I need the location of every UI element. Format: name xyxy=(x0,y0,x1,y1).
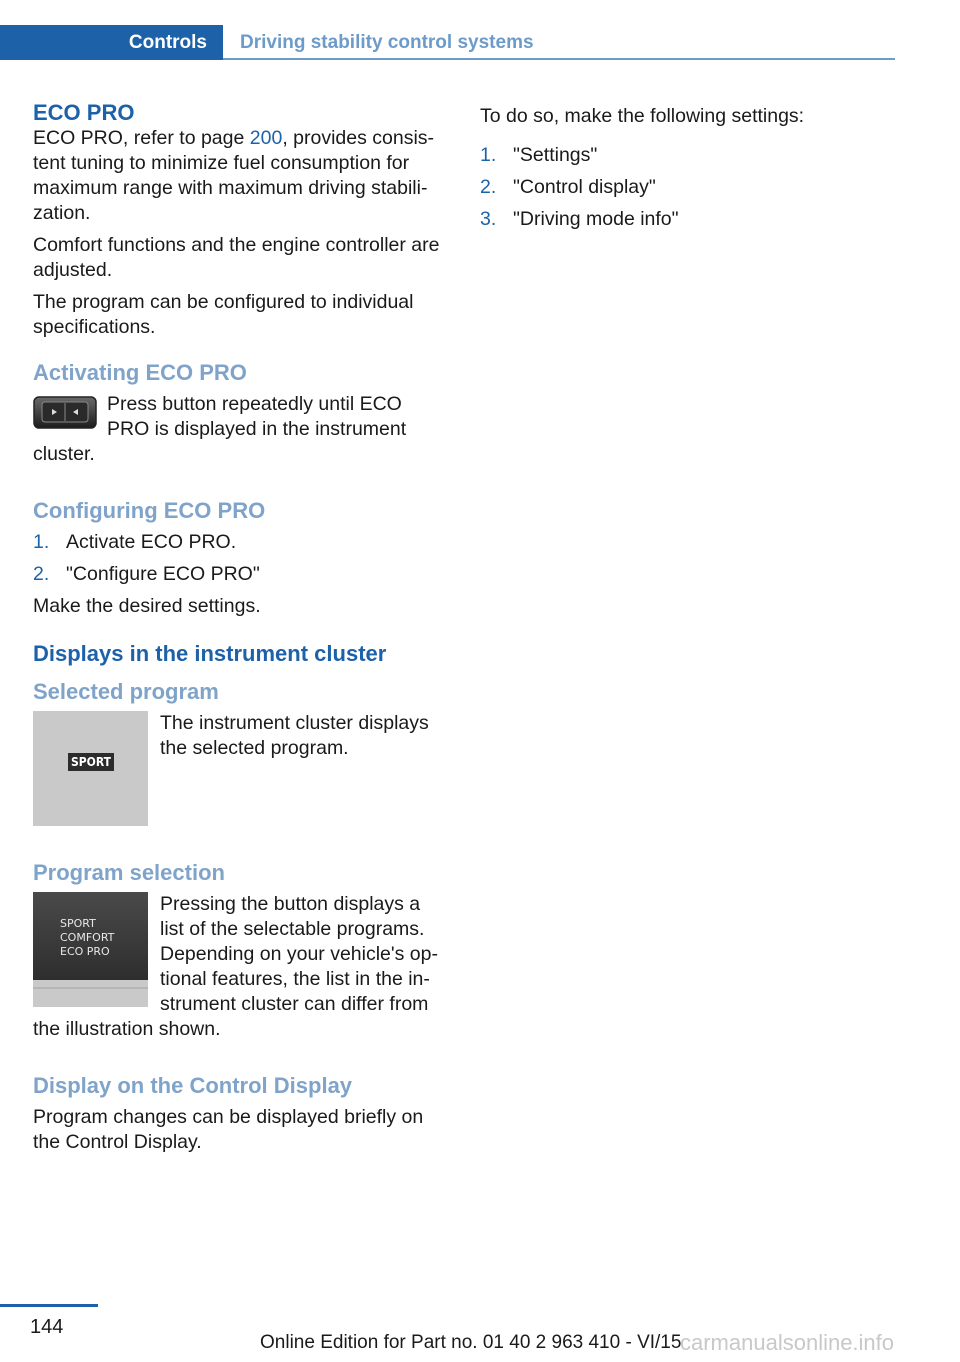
edition-note: Online Edition for Part no. 01 40 2 963 410 - VI/15 xyxy=(260,1332,682,1353)
right-column xyxy=(480,104,900,239)
configuring-steps xyxy=(33,530,448,587)
intro-text-continued: , provides consis-tent tuning to minimize fuel consumption for maximum range with maximum driving stabili-zation. xyxy=(33,127,435,224)
list-item xyxy=(33,562,448,587)
page-link[interactable]: 200 xyxy=(249,127,283,149)
activating-heading: Activating ECO PRO xyxy=(33,360,247,385)
header-rule xyxy=(223,58,895,60)
step-text: "Settings" xyxy=(513,144,598,166)
control-display-heading: Display on the Control Display xyxy=(33,1073,353,1098)
step-number: 2. xyxy=(480,176,497,198)
configuring-heading: Configuring ECO PRO xyxy=(33,498,266,523)
config-paragraph: The program can be configured to individual specifications. xyxy=(33,291,414,338)
list-item xyxy=(480,207,900,232)
page-number: 144 xyxy=(30,1316,64,1338)
intro-text: ECO PRO, refer to page xyxy=(33,127,250,149)
settings-steps xyxy=(480,143,900,232)
program-list-entry: ECO PRO xyxy=(60,945,110,958)
step-number: 3. xyxy=(480,208,497,230)
list-item xyxy=(480,175,900,200)
footer-rule xyxy=(0,1304,98,1307)
control-display-paragraph: Program changes can be displayed briefly on the Control Display. xyxy=(33,1106,424,1153)
eco-pro-heading: ECO PRO xyxy=(33,100,135,125)
section-title: Driving stability control systems xyxy=(240,31,534,53)
displays-heading: Displays in the instrument cluster xyxy=(33,641,387,666)
step-number: 2. xyxy=(33,563,50,585)
driving-mode-button-icon xyxy=(33,396,97,429)
step-text: Activate ECO PRO. xyxy=(66,531,237,553)
step-text: "Driving mode info" xyxy=(513,208,679,230)
comfort-paragraph: Comfort functions and the engine controller are adjusted. xyxy=(33,234,440,281)
program-selection-paragraph: Pressing the button displays a list of the selectable programs. Depending on your vehicle's op-tional features, the list in the in-strument cluster can differ from the illustration shown. xyxy=(33,893,438,1040)
left-column xyxy=(33,100,448,1162)
step-number: 1. xyxy=(33,531,50,553)
selected-program-heading: Selected program xyxy=(33,679,219,704)
list-item xyxy=(480,143,900,168)
selected-program-paragraph: The instrument cluster displays the selected program. xyxy=(160,712,429,759)
chapter-tab: Controls xyxy=(0,25,223,60)
step-text: "Configure ECO PRO" xyxy=(66,563,260,585)
watermark: carmanualsonline.info xyxy=(680,1330,895,1355)
program-selection-heading: Program selection xyxy=(33,860,225,885)
list-item xyxy=(33,530,448,555)
activating-paragraph: Press button repeatedly until ECO PRO is displayed in the instrument cluster. xyxy=(33,393,407,465)
step-text: "Control display" xyxy=(513,176,656,198)
sport-badge: SPORT xyxy=(68,753,114,771)
eco-pro-intro xyxy=(33,126,448,226)
configuring-after: Make the desired settings. xyxy=(33,595,261,617)
page-header xyxy=(0,25,895,62)
program-list-entry: COMFORT xyxy=(60,931,115,944)
step-number: 1. xyxy=(480,144,497,166)
program-list-image xyxy=(33,892,148,1007)
selected-program-image xyxy=(33,711,148,826)
program-list-entry: SPORT xyxy=(60,917,96,930)
image-stripe xyxy=(33,987,148,989)
settings-intro: To do so, make the following settings: xyxy=(480,105,805,127)
